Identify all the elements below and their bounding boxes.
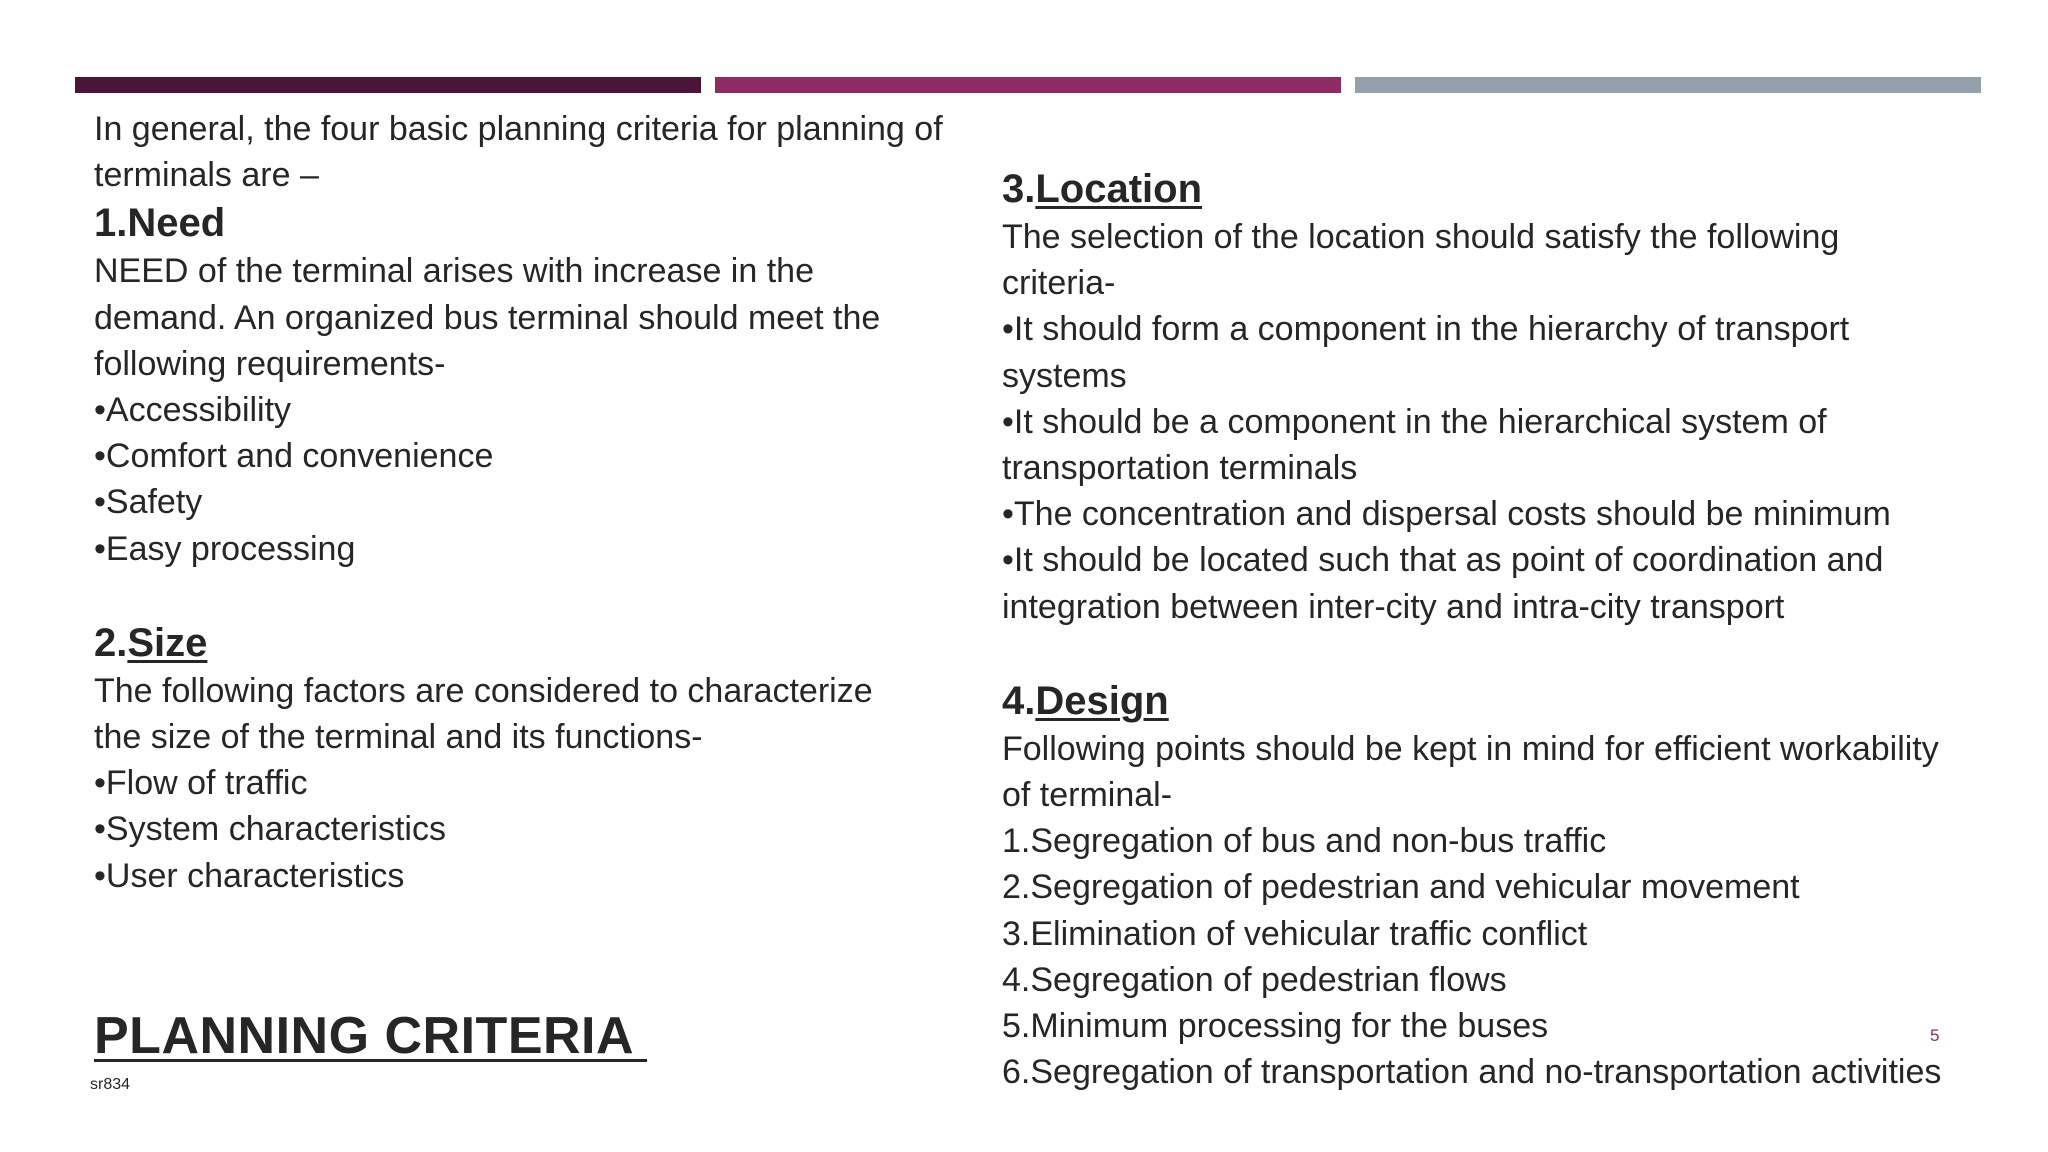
accent-bar-magenta: [715, 77, 1341, 93]
size-heading: 2.Size: [94, 620, 208, 665]
left-column: [94, 106, 994, 899]
design-text-line: of terminal-: [1002, 776, 1173, 815]
size-bullet: •System characteristics: [94, 810, 446, 849]
need-text-line: NEED of the terminal arises with increase in the: [94, 252, 814, 291]
location-text-line: transportation terminals: [1002, 449, 1358, 488]
intro-line: terminals are –: [94, 156, 319, 195]
location-text-line: •It should be a component in the hierarchical system of: [1002, 402, 1827, 441]
footer-text: sr834: [90, 1076, 131, 1093]
accent-bar-gray: [1355, 77, 1981, 93]
location-heading: 3.Location: [1002, 167, 1203, 211]
location-text-line: integration between inter-city and intra-city transport: [1002, 587, 1785, 626]
size-text-line: the size of the terminal and its functions-: [94, 718, 703, 757]
design-text-line: 2.Segregation of pedestrian and vehicular movement: [1002, 868, 1800, 907]
location-text-line: criteria-: [1002, 264, 1116, 303]
slide-title: PLANNING CRITERIA: [94, 1007, 648, 1065]
size-bullet: •User characteristics: [94, 856, 405, 895]
size-bullet: •Flow of traffic: [94, 764, 308, 803]
need-bullet: •Comfort and convenience: [94, 437, 494, 476]
need-text-line: demand. An organized bus terminal should meet the: [94, 298, 881, 337]
location-text-line: •It should form a component in the hierarchy of transport: [1002, 310, 1850, 349]
design-text-line: Following points should be kept in mind for efficient workability: [1002, 729, 1939, 768]
location-text-line: •It should be located such that as point of coordination and: [1002, 541, 1884, 580]
need-bullet: •Accessibility: [94, 391, 292, 430]
design-text-line: 6.Segregation of transportation and no-transportation activities: [1002, 1053, 1942, 1092]
need-heading: 1.Need: [94, 201, 226, 246]
accent-bar-dark: [75, 77, 701, 93]
design-text-line: 5.Minimum processing for the buses: [1002, 1007, 1549, 1046]
right-column: [1002, 164, 2042, 1095]
design-text-line: 1.Segregation of bus and non-bus traffic: [1002, 822, 1607, 861]
design-text-line: 4.Segregation of pedestrian flows: [1002, 960, 1507, 999]
location-text-line: systems: [1002, 356, 1127, 395]
location-text-line: The selection of the location should satisfy the following: [1002, 218, 1840, 256]
intro-line: In general, the four basic planning criteria for planning of: [94, 110, 943, 148]
design-text-line: 3.Elimination of vehicular traffic conflict: [1002, 914, 1588, 953]
need-bullet: •Easy processing: [94, 529, 356, 568]
design-heading: 4.Design: [1002, 678, 1169, 723]
location-text-line: •The concentration and dispersal costs should be minimum: [1002, 495, 1891, 534]
page-number: 5: [1930, 1026, 1940, 1045]
need-bullet: •Safety: [94, 483, 203, 522]
need-text-line: following requirements-: [94, 344, 446, 383]
size-text-line: The following factors are considered to characterize: [94, 671, 873, 710]
